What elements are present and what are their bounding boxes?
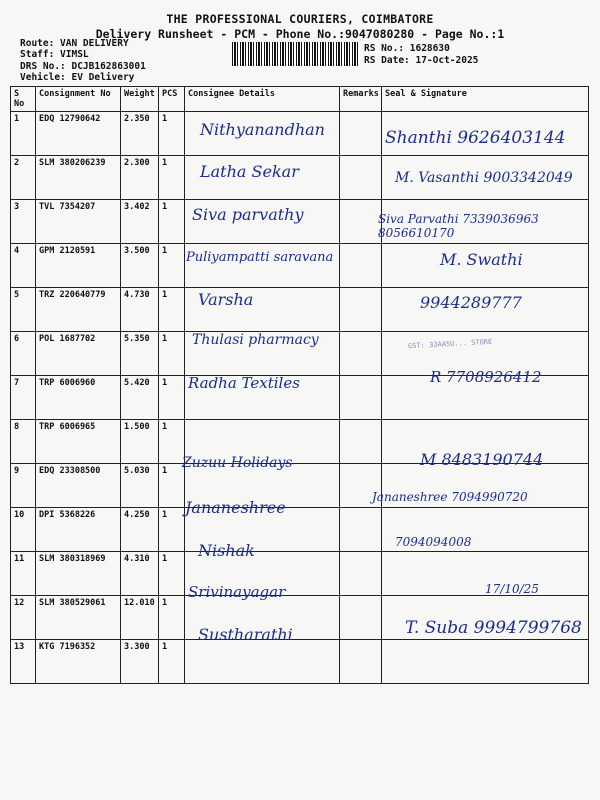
sno-cell: 2 [11, 156, 36, 200]
pcs-cell: 1 [159, 200, 185, 244]
hand-consignee-10: Jananeshree [185, 498, 286, 517]
hand-consignee-11: Nishak [198, 541, 255, 560]
remarks-cell [340, 244, 382, 288]
table-row [11, 640, 589, 684]
sno-cell: 10 [11, 508, 36, 552]
rs-date: RS Date: 17-Oct-2025 [364, 55, 479, 66]
weight-cell: 5.350 [121, 332, 159, 376]
weight-cell: 3.402 [121, 200, 159, 244]
weight-cell: 2.350 [121, 112, 159, 156]
sno-cell: 5 [11, 288, 36, 332]
sno-cell: 8 [11, 420, 36, 464]
sno-cell: 12 [11, 596, 36, 640]
remarks-cell [340, 508, 382, 552]
consignment-cell: DPI 5368226 [36, 508, 121, 552]
remarks-cell [340, 200, 382, 244]
vehicle-label: Vehicle: EV Delivery [20, 72, 135, 83]
pcs-cell: 1 [159, 156, 185, 200]
runsheet-title: Delivery Runsheet - PCM - Phone No.:9047080280 - Page No.:1 [95, 27, 505, 41]
company-title: THE PROFESSIONAL COURIERS, COIMBATORE [166, 12, 434, 26]
rs-number: RS No.: 1628630 [364, 43, 450, 54]
weight-cell: 5.420 [121, 376, 159, 420]
hand-consignee-12: Srivinayagar [188, 583, 286, 601]
weight-cell: 12.010 [121, 596, 159, 640]
col-consignee: Consignee Details [185, 87, 340, 112]
weight-cell: 4.730 [121, 288, 159, 332]
remarks-cell [340, 552, 382, 596]
hand-consignee-6: Thulasi pharmacy [192, 332, 319, 348]
consignee-cell [185, 640, 340, 684]
hand-signature-4: M. Swathi [440, 250, 523, 269]
hand-consignee-2: Latha Sekar [200, 162, 299, 181]
weight-cell: 3.500 [121, 244, 159, 288]
pcs-cell: 1 [159, 420, 185, 464]
route-label: Route: VAN DELIVERY [20, 38, 129, 49]
consignment-cell: EDQ 12790642 [36, 112, 121, 156]
pcs-cell: 1 [159, 508, 185, 552]
consignment-cell: TVL 7354207 [36, 200, 121, 244]
barcode [232, 42, 360, 66]
pcs-cell: 1 [159, 464, 185, 508]
hand-signature-3: Siva Parvathi 7339036963 8056610170 [378, 212, 539, 240]
weight-cell: 3.300 [121, 640, 159, 684]
sno-cell: 11 [11, 552, 36, 596]
drs-number: DRS No.: DCJB162863001 [20, 61, 146, 72]
hand-signature-1: Shanthi 9626403144 [385, 128, 566, 148]
consignment-cell: SLM 380318969 [36, 552, 121, 596]
sno-cell: 4 [11, 244, 36, 288]
pcs-cell: 1 [159, 376, 185, 420]
pcs-cell: 1 [159, 112, 185, 156]
hand-signature-2: M. Vasanthi 9003342049 [395, 170, 573, 186]
hand-signature-11: 7094094008 [395, 535, 472, 549]
pcs-cell: 1 [159, 332, 185, 376]
pcs-cell: 1 [159, 288, 185, 332]
remarks-cell [340, 640, 382, 684]
sno-cell: 1 [11, 112, 36, 156]
remarks-cell [340, 376, 382, 420]
sno-cell: 3 [11, 200, 36, 244]
sno-cell: 7 [11, 376, 36, 420]
remarks-cell [340, 156, 382, 200]
col-sno: S No [11, 87, 36, 112]
consignment-cell: TRP 6006960 [36, 376, 121, 420]
table-header-row [11, 87, 589, 112]
sno-cell: 13 [11, 640, 36, 684]
consignment-cell: SLM 380206239 [36, 156, 121, 200]
pcs-cell: 1 [159, 596, 185, 640]
pcs-cell: 1 [159, 244, 185, 288]
hand-consignee-1: Nithyanandhan [200, 120, 325, 139]
consignment-cell: KTG 7196352 [36, 640, 121, 684]
hand-consignee-7: Radha Textiles [188, 374, 300, 392]
remarks-cell [340, 288, 382, 332]
table-row [11, 508, 589, 552]
hand-signature-10: Jananeshree 7094990720 [372, 490, 528, 504]
consignment-cell: GPM 2120591 [36, 244, 121, 288]
pcs-cell: 1 [159, 552, 185, 596]
hand-consignee-3: Siva parvathy [192, 205, 304, 224]
hand-consignee-13: Sustharathi [198, 625, 293, 644]
hand-signature-9: M 8483190744 [420, 450, 544, 469]
remarks-cell [340, 420, 382, 464]
hand-consignee-4: Puliyampatti saravana [186, 250, 334, 265]
consignment-cell: TRP 6006965 [36, 420, 121, 464]
col-remarks: Remarks [340, 87, 382, 112]
col-weight: Weight [121, 87, 159, 112]
weight-cell: 5.030 [121, 464, 159, 508]
remarks-cell [340, 332, 382, 376]
consignment-cell: SLM 380529061 [36, 596, 121, 640]
col-consignment: Consignment No [36, 87, 121, 112]
weight-cell: 2.300 [121, 156, 159, 200]
hand-signature-5: 9944289777 [420, 293, 522, 312]
seal-cell [382, 640, 589, 684]
hand-consignee-5: Varsha [198, 290, 254, 309]
remarks-cell [340, 112, 382, 156]
weight-cell: 4.310 [121, 552, 159, 596]
col-seal: Seal & Signature [382, 87, 589, 112]
remarks-cell [340, 596, 382, 640]
pcs-cell: 1 [159, 640, 185, 684]
gst-stamp: GST: 33AASU... STORE [407, 337, 493, 351]
hand-consignee-9: Zuzuu Holidays [182, 455, 293, 471]
hand-signature-12: 17/10/25 [485, 582, 539, 596]
consignment-cell: TRZ 220640779 [36, 288, 121, 332]
consignment-cell: EDQ 23308500 [36, 464, 121, 508]
sno-cell: 9 [11, 464, 36, 508]
consignment-cell: POL 1687702 [36, 332, 121, 376]
hand-signature-13: T. Suba 9994799768 [405, 618, 582, 638]
hand-signature-7: R 7708926412 [430, 368, 542, 386]
weight-cell: 4.250 [121, 508, 159, 552]
staff-label: Staff: VIMSL [20, 49, 89, 60]
col-pcs: PCS [159, 87, 185, 112]
weight-cell: 1.500 [121, 420, 159, 464]
sno-cell: 6 [11, 332, 36, 376]
